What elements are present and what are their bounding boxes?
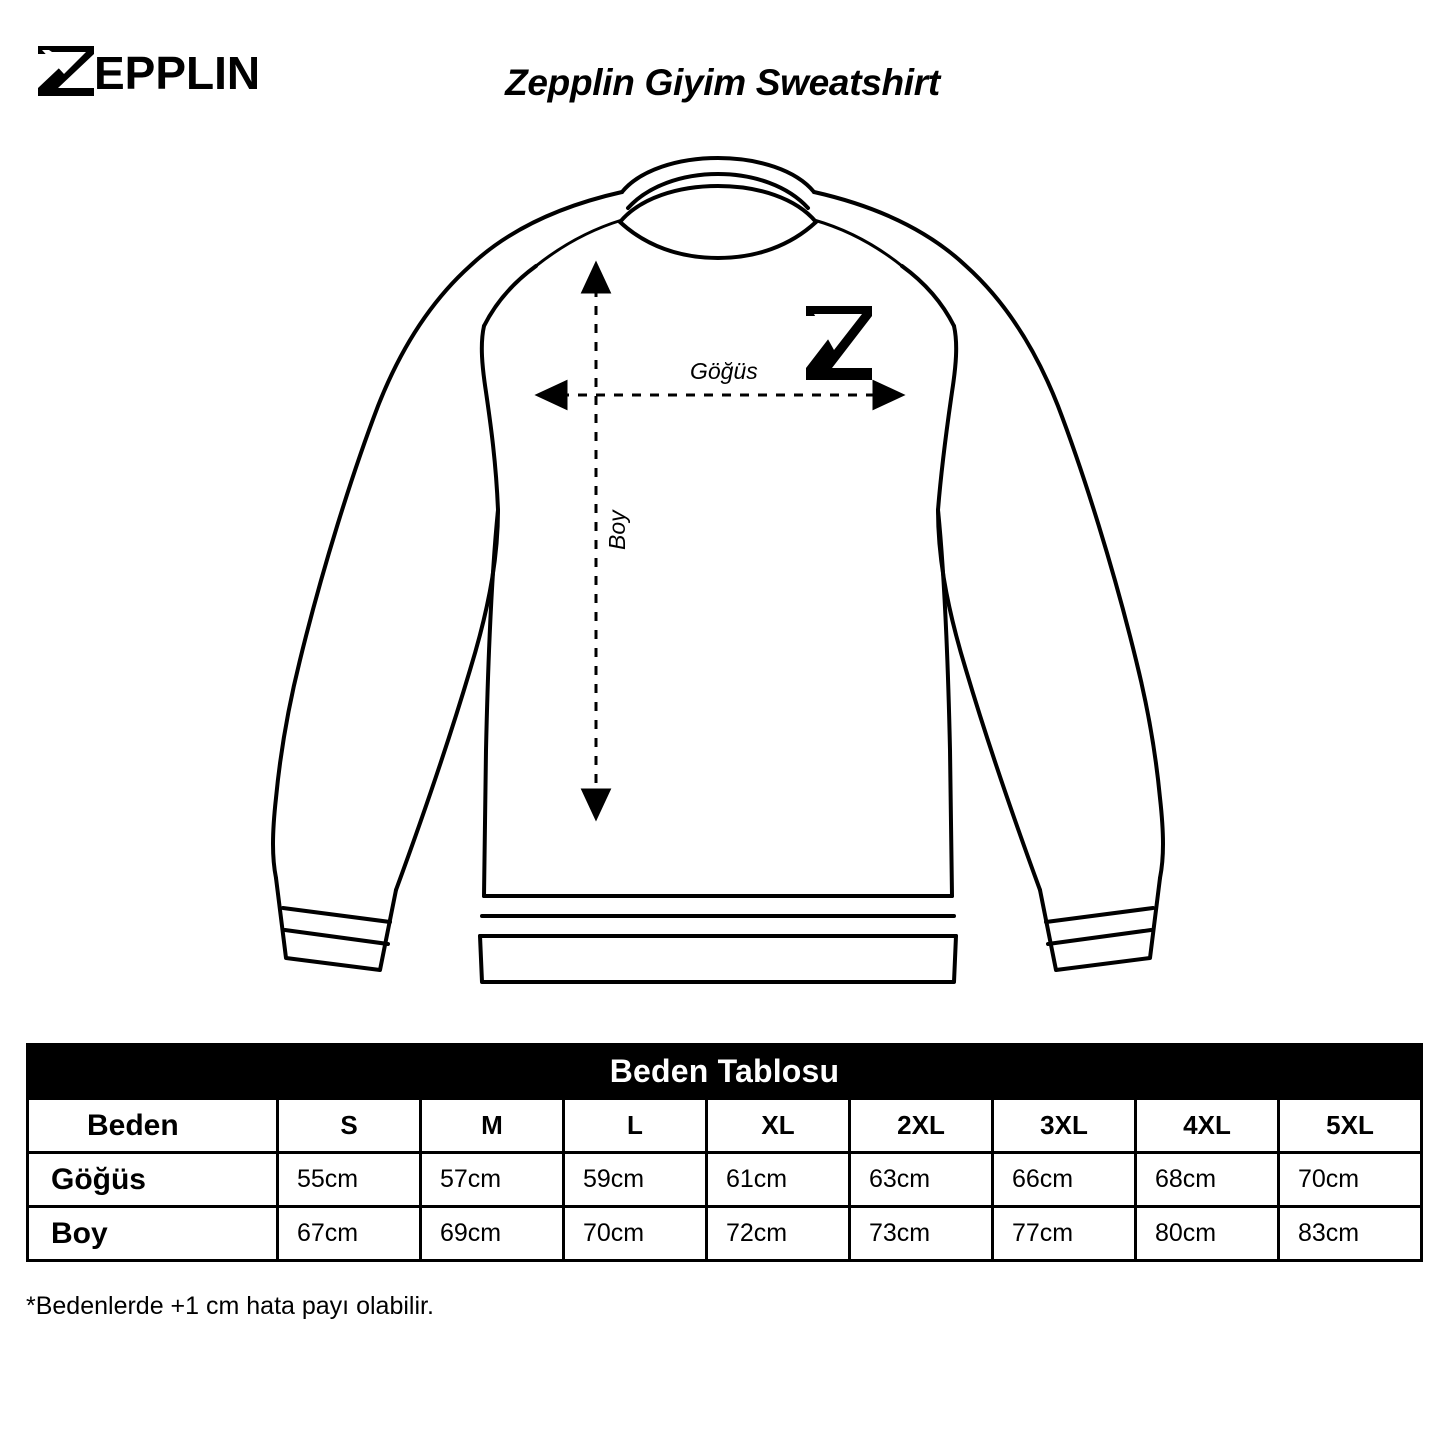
garment-illustration — [0, 130, 1445, 1040]
svg-text:EPPLIN: EPPLIN — [94, 47, 261, 99]
cell-boy-l: 70cm — [564, 1207, 707, 1261]
chest-measure-arrow — [538, 382, 902, 408]
cell-boy-3xl: 77cm — [993, 1207, 1136, 1261]
cell-boy-xl: 72cm — [707, 1207, 850, 1261]
table-header-size-s: S — [278, 1099, 421, 1153]
table-header-beden: Beden — [28, 1099, 278, 1153]
row-label-boy: Boy — [28, 1207, 278, 1261]
cell-boy-m: 69cm — [421, 1207, 564, 1261]
cell-gogus-3xl: 66cm — [993, 1153, 1136, 1207]
cell-boy-s: 67cm — [278, 1207, 421, 1261]
chest-dimension-label: Göğüs — [690, 358, 758, 384]
length-dimension-label: Boy — [604, 510, 630, 550]
cell-gogus-s: 55cm — [278, 1153, 421, 1207]
cell-boy-4xl: 80cm — [1136, 1207, 1279, 1261]
footnote: *Bedenlerde +1 cm hata payı olabilir. — [26, 1292, 434, 1320]
page-title — [0, 62, 1445, 104]
cell-gogus-xl: 61cm — [707, 1153, 850, 1207]
sweatshirt-drawing — [0, 130, 1445, 1040]
cell-gogus-l: 59cm — [564, 1153, 707, 1207]
table-header-size-2xl: 2XL — [850, 1099, 993, 1153]
table-row — [28, 1153, 1422, 1207]
page-title-product: Sweatshirt — [755, 62, 940, 103]
table-header-size-m: M — [421, 1099, 564, 1153]
table-title-row — [28, 1045, 1422, 1099]
cell-gogus-m: 57cm — [421, 1153, 564, 1207]
row-label-gogus: Göğüs — [28, 1153, 278, 1207]
table-header-size-3xl: 3XL — [993, 1099, 1136, 1153]
chest-logo-icon — [806, 306, 872, 380]
table-header-size-l: L — [564, 1099, 707, 1153]
table-header-size-xl: XL — [707, 1099, 850, 1153]
cell-boy-2xl: 73cm — [850, 1207, 993, 1261]
cell-gogus-5xl: 70cm — [1279, 1153, 1422, 1207]
table-header-row — [28, 1099, 1422, 1153]
page-title-brand: Zepplin Giyim — [505, 62, 756, 103]
cell-gogus-2xl: 63cm — [850, 1153, 993, 1207]
cell-gogus-4xl: 68cm — [1136, 1153, 1279, 1207]
table-header-size-5xl: 5XL — [1279, 1099, 1422, 1153]
table-title: Beden Tablosu — [28, 1045, 1422, 1099]
size-chart-table — [26, 1043, 1423, 1262]
table-row — [28, 1207, 1422, 1261]
table-header-size-4xl: 4XL — [1136, 1099, 1279, 1153]
header — [0, 0, 1445, 140]
cell-boy-5xl: 83cm — [1279, 1207, 1422, 1261]
